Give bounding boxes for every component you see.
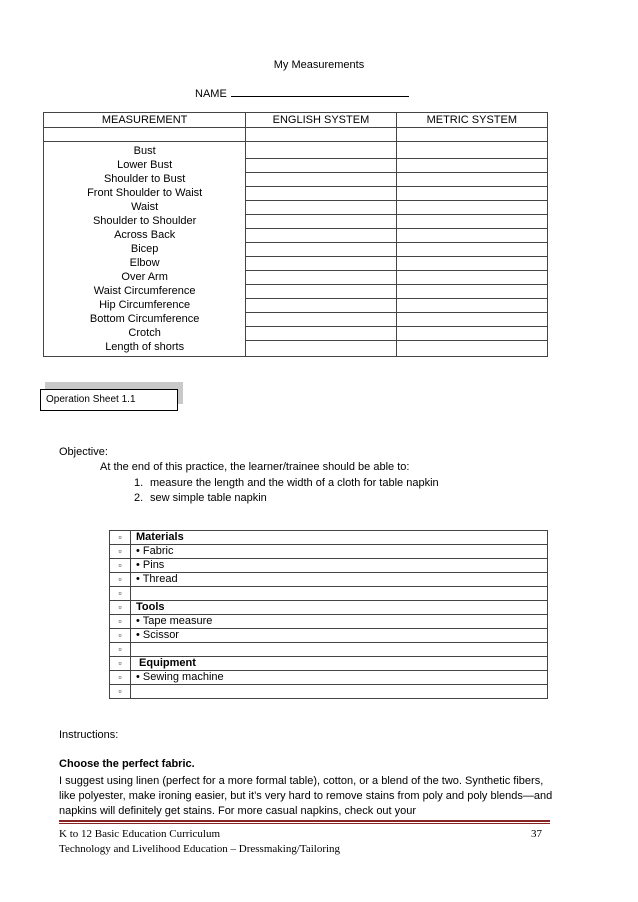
materials-row <box>110 643 548 657</box>
materials-row <box>110 573 548 587</box>
materials-item: • Fabric <box>131 545 548 559</box>
square-bullet-icon: ▫ <box>110 559 131 573</box>
measurement-label: Bicep <box>44 243 246 257</box>
square-bullet-icon: ▫ <box>110 545 131 559</box>
objective-item <box>134 492 267 504</box>
metric-value-cell[interactable] <box>396 327 547 341</box>
name-field <box>195 86 409 100</box>
name-label: NAME <box>195 88 227 100</box>
square-bullet-icon: ▫ <box>110 531 131 545</box>
measurement-row <box>44 313 548 327</box>
square-bullet-icon: ▫ <box>110 685 131 699</box>
measurement-row <box>44 229 548 243</box>
metric-value-cell[interactable] <box>396 159 547 173</box>
measurement-label: Lower Bust <box>44 159 246 173</box>
materials-row <box>110 671 548 685</box>
materials-row <box>110 601 548 615</box>
square-bullet-icon: ▫ <box>110 671 131 685</box>
measurement-label: Over Arm <box>44 271 246 285</box>
header-metric-system: METRIC SYSTEM <box>396 113 547 128</box>
english-value-cell[interactable] <box>246 327 396 341</box>
materials-row <box>110 685 548 699</box>
header-english-system: ENGLISH SYSTEM <box>246 113 396 128</box>
measurement-row <box>44 201 548 215</box>
materials-item <box>131 685 548 699</box>
metric-value-cell[interactable] <box>396 215 547 229</box>
materials-item: • Pins <box>131 559 548 573</box>
english-value-cell[interactable] <box>246 271 396 285</box>
materials-item: • Scissor <box>131 629 548 643</box>
measurements-table <box>43 112 548 357</box>
measurement-row <box>44 271 548 285</box>
footer-curriculum: K to 12 Basic Education Curriculum <box>59 828 220 840</box>
operation-sheet-label: Operation Sheet 1.1 <box>40 389 178 411</box>
measurement-row <box>44 285 548 299</box>
square-bullet-icon: ▫ <box>110 601 131 615</box>
metric-value-cell[interactable] <box>396 243 547 257</box>
english-value-cell[interactable] <box>246 215 396 229</box>
measurement-label: Elbow <box>44 257 246 271</box>
english-value-cell[interactable] <box>246 142 396 159</box>
objective-item-text: sew simple table napkin <box>150 492 267 504</box>
english-value-cell[interactable] <box>246 187 396 201</box>
footer-rule-thin <box>59 823 550 824</box>
objective-label: Objective: <box>59 446 108 458</box>
materials-body <box>110 531 548 699</box>
measurements-header-row <box>44 113 548 128</box>
english-value-cell[interactable] <box>246 341 396 357</box>
materials-section-heading: Materials <box>131 531 548 545</box>
materials-row <box>110 629 548 643</box>
square-bullet-icon: ▫ <box>110 643 131 657</box>
header-measurement: MEASUREMENT <box>44 113 246 128</box>
metric-value-cell[interactable] <box>396 313 547 327</box>
metric-value-cell[interactable] <box>396 187 547 201</box>
objective-item-number: 1. <box>134 477 144 489</box>
measurement-label: Bust <box>44 142 246 159</box>
materials-section-heading: Tools <box>131 601 548 615</box>
measurement-row <box>44 341 548 357</box>
square-bullet-icon: ▫ <box>110 587 131 601</box>
english-value-cell[interactable] <box>246 285 396 299</box>
measurement-row <box>44 243 548 257</box>
materials-item: • Sewing machine <box>131 671 548 685</box>
measurement-row <box>44 215 548 229</box>
materials-row <box>110 559 548 573</box>
metric-value-cell[interactable] <box>396 142 547 159</box>
measurement-row <box>44 257 548 271</box>
english-value-cell[interactable] <box>246 257 396 271</box>
square-bullet-icon: ▫ <box>110 615 131 629</box>
measurement-row <box>44 187 548 201</box>
instructions-label: Instructions: <box>59 729 119 741</box>
measurement-label: Front Shoulder to Waist <box>44 187 246 201</box>
objective-item <box>134 477 439 489</box>
square-bullet-icon: ▫ <box>110 657 131 671</box>
metric-value-cell[interactable] <box>396 257 547 271</box>
english-value-cell[interactable] <box>246 173 396 187</box>
english-value-cell[interactable] <box>246 229 396 243</box>
measurement-row <box>44 299 548 313</box>
english-value-cell[interactable] <box>246 243 396 257</box>
materials-item: • Tape measure <box>131 615 548 629</box>
materials-item <box>131 587 548 601</box>
instructions-heading: Choose the perfect fabric. <box>59 758 195 770</box>
materials-row <box>110 587 548 601</box>
footer-rule <box>59 820 550 822</box>
measurement-row <box>44 173 548 187</box>
measurement-label: Across Back <box>44 229 246 243</box>
measurement-label: Length of shorts <box>44 341 246 357</box>
materials-row <box>110 545 548 559</box>
measurement-label: Bottom Circumference <box>44 313 246 327</box>
square-bullet-icon: ▫ <box>110 573 131 587</box>
materials-section-heading: Equipment <box>131 657 548 671</box>
measurement-row <box>44 159 548 173</box>
metric-value-cell[interactable] <box>396 341 547 357</box>
measurement-row <box>44 142 548 159</box>
measurement-label: Crotch <box>44 327 246 341</box>
page-title: My Measurements <box>273 59 365 71</box>
materials-row <box>110 615 548 629</box>
measurements-spacer-row <box>44 128 548 142</box>
english-value-cell[interactable] <box>246 313 396 327</box>
metric-value-cell[interactable] <box>396 229 547 243</box>
objective-item-number: 2. <box>134 492 144 504</box>
metric-value-cell[interactable] <box>396 285 547 299</box>
materials-row <box>110 531 548 545</box>
objective-item-text: measure the length and the width of a cloth for table napkin <box>150 477 439 489</box>
english-value-cell[interactable] <box>246 299 396 313</box>
instructions-paragraph: I suggest using linen (perfect for a more formal table), cotton, or a blend of the two. Synthetic fibers, like polyester, make ironing easier, but it’s very hard to remove stains from poly and poly blends—and napkins will definitely get stains. For more casual napkins, check out your <box>59 775 553 817</box>
metric-value-cell[interactable] <box>396 173 547 187</box>
metric-value-cell[interactable] <box>396 299 547 313</box>
page-number: 37 <box>531 828 542 840</box>
materials-row <box>110 657 548 671</box>
materials-item <box>131 643 548 657</box>
metric-value-cell[interactable] <box>396 271 547 285</box>
materials-table <box>109 530 548 699</box>
name-blank-line[interactable] <box>231 86 409 97</box>
measurement-label: Waist Circumference <box>44 285 246 299</box>
english-value-cell[interactable] <box>246 159 396 173</box>
square-bullet-icon: ▫ <box>110 629 131 643</box>
measurement-label: Waist <box>44 201 246 215</box>
measurement-row <box>44 327 548 341</box>
measurement-label: Shoulder to Shoulder <box>44 215 246 229</box>
footer-subject: Technology and Livelihood Education – Dressmaking/Tailoring <box>59 843 341 855</box>
metric-value-cell[interactable] <box>396 201 547 215</box>
materials-item: • Thread <box>131 573 548 587</box>
english-value-cell[interactable] <box>246 201 396 215</box>
measurement-label: Shoulder to Bust <box>44 173 246 187</box>
measurement-label: Hip Circumference <box>44 299 246 313</box>
measurements-body <box>44 142 548 357</box>
objective-intro: At the end of this practice, the learner/trainee should be able to: <box>100 461 410 473</box>
